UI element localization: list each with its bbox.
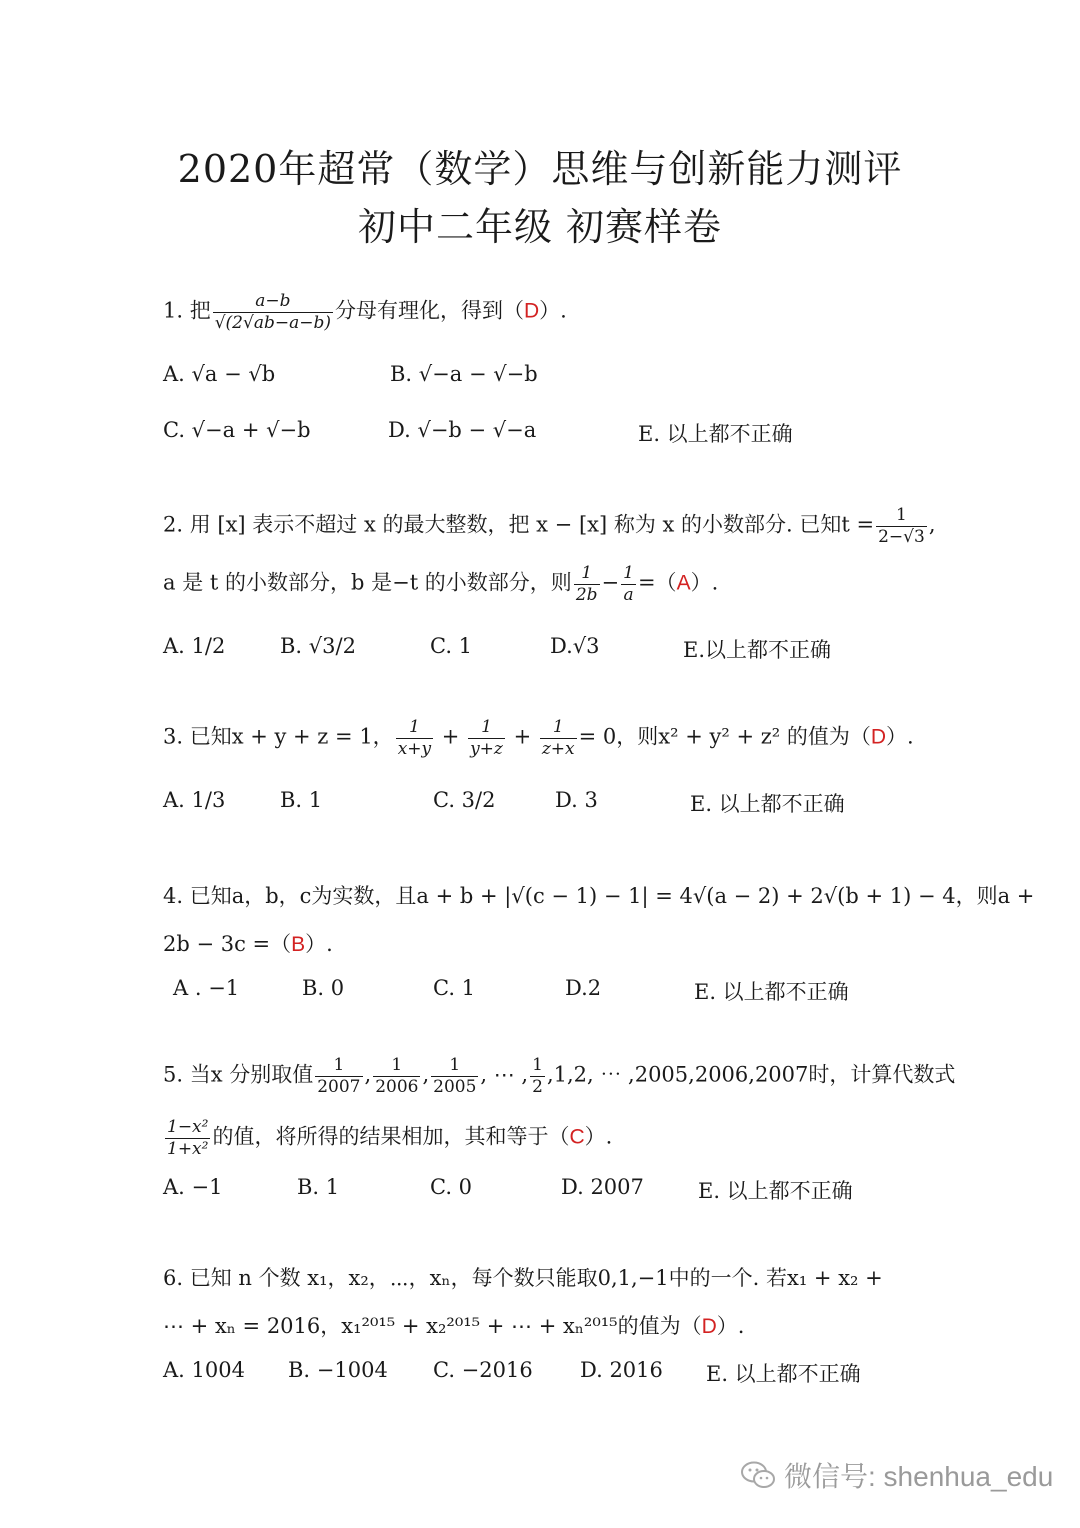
q4-option-a: A . −1	[173, 976, 240, 1000]
page-subtitle: 初中二年级 初赛样卷	[357, 205, 723, 249]
q3-fraction-3: $\frac{1}{z+x}$	[541, 717, 575, 759]
wechat-icon	[740, 1460, 776, 1490]
q3-option-a: A. 1/3	[163, 788, 226, 812]
answer: C	[569, 1125, 585, 1149]
q4-option-b: B. 0	[302, 976, 345, 1000]
q2-option-e: E.以上都不正确	[683, 638, 832, 662]
q3-option-c: C. 3/2	[433, 788, 496, 812]
q3-fraction-1: $\frac{1}{x+y}$	[397, 717, 432, 759]
question-2-line1: 2. 用 [x] 表示不超过 x 的最大整数，把 x − [x] 称为 x 的小数部分. 已知t = $\frac{1}{2-√3}$ ,	[163, 505, 936, 547]
q5-fraction-half: $\frac{1}{2}$	[532, 1055, 543, 1097]
q3-option-b: B. 1	[280, 788, 323, 812]
answer: D	[870, 725, 887, 749]
q6-option-c: C. −2016	[433, 1358, 533, 1382]
page-title: 2020年超常（数学）思维与创新能力测评	[177, 147, 903, 191]
q4-option-d: D.2	[565, 976, 602, 1000]
watermark	[740, 1455, 1053, 1495]
q5-option-a: A. −1	[163, 1175, 223, 1199]
q5-fraction-2007: $\frac{1}{2007}$	[317, 1055, 361, 1097]
q5-expression: $\frac{\text{1−x²}}{\text{1+x²}}$	[167, 1117, 209, 1159]
q4-option-e: E. 以上都不正确	[694, 980, 849, 1004]
q2-option-c: C. 1	[430, 634, 473, 658]
q3-option-d: D. 3	[555, 788, 598, 812]
question-5-line2: $\frac{\text{1−x²}}{\text{1+x²}}$ 的值，将所得的结果相加，其和等于（C）.	[167, 1117, 613, 1159]
q1-option-a: A. √a − √b	[163, 362, 276, 386]
q5-fraction-2005: $\frac{1}{2005}$	[433, 1055, 477, 1097]
question-6-line1: 6. 已知 n 个数 x₁，x₂，⋯，xₙ，每个数只能取0,1,−1中的一个. 若x₁ + x₂ +	[163, 1266, 883, 1290]
answer: B	[291, 933, 306, 956]
question-6-line2: ⋯ + xₙ = 2016，x₁²⁰¹⁵ + x₂²⁰¹⁵ + ⋯ + xₙ²⁰¹⁵的值为（D）.	[163, 1314, 745, 1338]
question-4-line1: 4. 已知a，b，c为实数，且a + b + |√(c − 1) − 1| = 4√(a − 2) + 2√(b + 1) − 4，则a +	[163, 884, 1035, 908]
q1-option-e: E. 以上都不正确	[638, 422, 793, 446]
answer: D	[524, 299, 540, 323]
q1-option-c: C. √−a + √−b	[163, 418, 311, 442]
question-1: 1. 把 $\frac{a-b}{√(2√ab-a-b)}$ 分母有理化，得到（D）.	[163, 291, 567, 333]
watermark-text: 微信号: shenhua_edu	[784, 1461, 1054, 1492]
q6-option-e: E. 以上都不正确	[706, 1362, 861, 1386]
q2-fraction-1: $\frac{1}{2b}$	[575, 563, 598, 605]
q2-option-a: A. 1/2	[163, 634, 226, 658]
answer: A	[676, 571, 691, 595]
q5-option-e: E. 以上都不正确	[698, 1179, 853, 1203]
answer: D	[701, 1315, 717, 1338]
q1-option-b: B. √−a − √−b	[390, 362, 538, 386]
q2-fraction-2: $\frac{1}{a}$	[623, 563, 634, 605]
q3-fraction-2: $\frac{1}{y+z}$	[470, 717, 503, 759]
q6-option-d: D. 2016	[580, 1358, 663, 1382]
question-4-line2: 2b − 3c =（B）.	[163, 932, 333, 956]
q4-option-c: C. 1	[433, 976, 476, 1000]
q1-option-d: D. √−b − √−a	[388, 418, 537, 442]
q2-option-d: D.√3	[550, 634, 600, 658]
q5-option-c: C. 0	[430, 1175, 473, 1199]
q2-option-b: B. √3/2	[280, 634, 356, 658]
q2-t-fraction: $\frac{1}{2-√3}$	[878, 505, 925, 547]
q5-option-d: D. 2007	[561, 1175, 644, 1199]
q6-option-a: A. 1004	[163, 1358, 245, 1382]
question-3: 3. 已知x + y + z = 1， $\frac{1}{x+y}$ + $\frac{1}{y+z}$ + $\frac{1}{z+x}$ = 0，则x² + y² + z² 的值为（D）.	[163, 717, 914, 759]
q5-fraction-2006: $\frac{1}{2006}$	[375, 1055, 419, 1097]
q6-option-b: B. −1004	[288, 1358, 388, 1382]
question-2-line2: a 是 t 的小数部分，b 是−t 的小数部分，则 $\frac{1}{2b}$ − $\frac{1}{a}$ =（A）.	[163, 563, 719, 605]
question-5-line1: 5. 当x 分别取值 $\frac{1}{2007}$ , $\frac{1}{2006}$ , $\frac{1}{2005}$ , ⋯ , $\frac{1}{2}$ ,1,2, ⋯ ,2005,2006,2007时，计算代数式	[163, 1055, 956, 1097]
q5-option-b: B. 1	[297, 1175, 340, 1199]
q1-fraction: $\frac{a-b}{√(2√ab-a-b)}$	[214, 291, 331, 333]
q3-option-e: E. 以上都不正确	[690, 792, 845, 816]
